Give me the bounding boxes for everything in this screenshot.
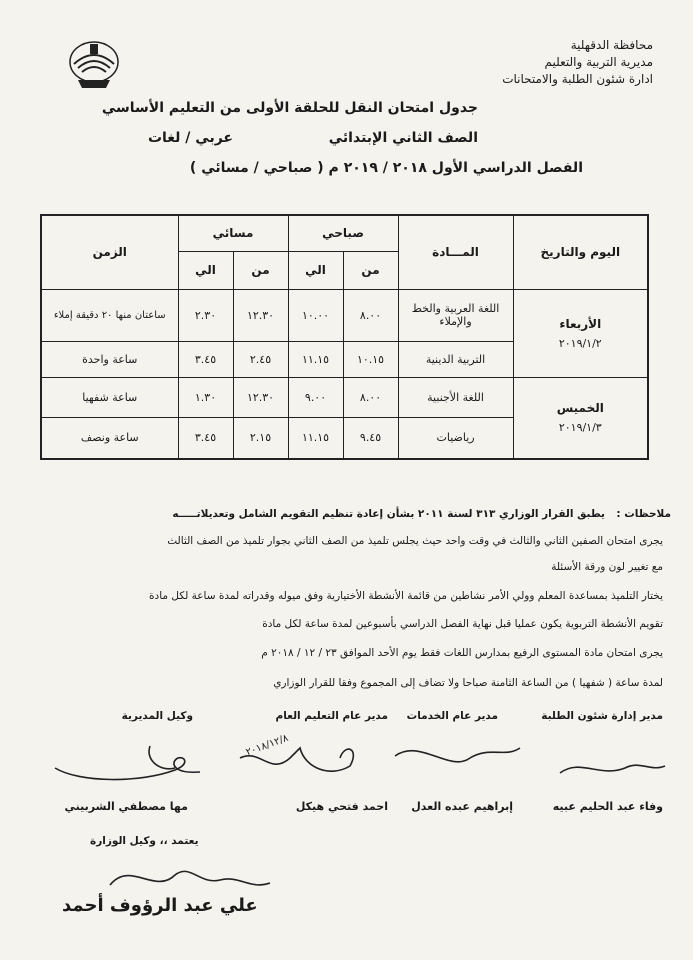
header-directorate: مديرية التربية والتعليم	[544, 55, 653, 69]
ministry-logo	[58, 34, 130, 98]
note-7: لمدة ساعة ( شفهيا ) من الساعة الثامنة صباحا ولا تضاف إلى المجموع وفقا للقرار الوزاري	[273, 677, 663, 689]
header-evening: مسائي	[178, 215, 288, 251]
morning-to-cell: ١١.١٥	[288, 417, 343, 459]
duration-cell: ساعتان منها ٢٠ دقيقة إملاء	[41, 289, 178, 341]
signature-title-students: مدير إدارة شئون الطلبة	[541, 710, 663, 722]
duration-cell: ساعة ونصف	[41, 417, 178, 459]
evening-from-cell: ١٢.٣٠	[233, 289, 288, 341]
note-2: يجرى امتحان الصفين الثاني والثالث في وقت واحد حيث يجلس تلميذ من الصف الثاني بجوار تلميذ من الصف الثالث	[167, 535, 663, 547]
morning-to-cell: ١١.١٥	[288, 341, 343, 377]
handwritten-signatures	[0, 728, 693, 800]
duration-cell: ساعة شفهيا	[41, 377, 178, 417]
signature-title-deputy: وكيل المديرية	[121, 710, 193, 722]
approval-name: علي عبد الرؤوف أحمد	[62, 895, 258, 916]
exam-schedule-table	[40, 214, 649, 460]
evening-to-cell: ٢.٣٠	[178, 289, 233, 341]
day-cell	[513, 289, 648, 377]
header-duration: الزمن	[41, 215, 178, 289]
day-cell	[513, 377, 648, 459]
note-6: يجرى امتحان مادة المستوى الرفيع بمدارس اللغات فقط يوم الأحد الموافق ٢٣ / ١٢ / ٢٠١٨ م	[261, 647, 663, 659]
header-department: ادارة شئون الطلبة والامتحانات	[502, 72, 653, 86]
subject-cell: رياضيات	[398, 417, 513, 459]
evening-from-cell: ٢.١٥	[233, 417, 288, 459]
table-row	[41, 377, 648, 417]
subject-cell: التربية الدينية	[398, 341, 513, 377]
duration-cell: ساعة واحدة	[41, 341, 178, 377]
morning-to-cell: ٩.٠٠	[288, 377, 343, 417]
header-evening-to: الي	[178, 251, 233, 289]
subject-cell: اللغة العربية والخط والإملاء	[398, 289, 513, 341]
morning-from-cell: ١٠.١٥	[343, 341, 398, 377]
signature-name-4: مها مصطفي الشربيني	[64, 800, 188, 813]
day-date: ٢٠١٩/١/٢	[558, 336, 602, 350]
evening-from-cell: ١٢.٣٠	[233, 377, 288, 417]
evening-from-cell: ٢.٤٥	[233, 341, 288, 377]
notes-label: ملاحظات :	[616, 508, 671, 520]
header-morning-to: الي	[288, 251, 343, 289]
day-name: الأربعاء	[559, 316, 602, 331]
header-morning-from: من	[343, 251, 398, 289]
subject-cell: اللغة الأجنبية	[398, 377, 513, 417]
day-name: الخميس	[556, 401, 604, 416]
school-type: عربي / لغات	[147, 130, 233, 146]
evening-to-cell: ٣.٤٥	[178, 417, 233, 459]
note-1: يطبق القرار الوزاري ٣١٣ لسنة ٢٠١١ بشأن إعادة تنظيم التقويم الشامل وتعديلاتـــــه	[172, 508, 605, 520]
approval-signature	[100, 855, 280, 900]
term-title: الفصل الدراسي الأول ٢٠١٨ / ٢٠١٩ م ( صباحي / مسائي )	[189, 160, 583, 176]
document-title: جدول امتحان النقل للحلقة الأولى من التعليم الأساسي	[101, 100, 478, 116]
header-evening-from: من	[233, 251, 288, 289]
header-day-date: اليوم والتاريخ	[513, 215, 648, 289]
header-governorate: محافظة الدقهلية	[570, 38, 653, 52]
evening-to-cell: ٣.٤٥	[178, 341, 233, 377]
note-3: مع تغيير لون ورقة الأسئلة	[551, 561, 663, 573]
note-4: يختار التلميذ بمساعدة المعلم وولي الأمر نشاطين من قائمة الأنشطة الأختيارية وفق ميوله وقدراته لمدة ساعة لكل مادة	[149, 590, 663, 602]
header-subject: المـــادة	[398, 215, 513, 289]
note-5: تقويم الأنشطة التربوية يكون عمليا قبل نهاية الفصل الدراسي بأسبوعين لمدة ساعة لكل مادة	[262, 618, 663, 630]
approval-label: يعتمد ،، وكيل الوزارة	[90, 835, 199, 847]
signature-title-services: مدير عام الخدمات	[406, 710, 498, 722]
signature-date-1: ٢٠١٨/١٢/٨	[244, 732, 290, 759]
morning-from-cell: ٩.٤٥	[343, 417, 398, 459]
morning-from-cell: ٨.٠٠	[343, 289, 398, 341]
morning-from-cell: ٨.٠٠	[343, 377, 398, 417]
signature-name-1: وفاء عبد الحليم عبيه	[552, 800, 663, 813]
grade-title: الصف الثاني الإبتدائي	[328, 130, 478, 146]
signature-name-3: احمد فتحي هيكل	[295, 800, 388, 813]
day-date: ٢٠١٩/١/٣	[558, 421, 602, 435]
signature-name-2: إبراهيم عبده العدل	[411, 800, 513, 813]
signature-title-general-education: مدير عام التعليم العام	[275, 710, 388, 722]
evening-to-cell: ١.٣٠	[178, 377, 233, 417]
table-row	[41, 289, 648, 341]
morning-to-cell: ١٠.٠٠	[288, 289, 343, 341]
header-morning: صباحي	[288, 215, 398, 251]
